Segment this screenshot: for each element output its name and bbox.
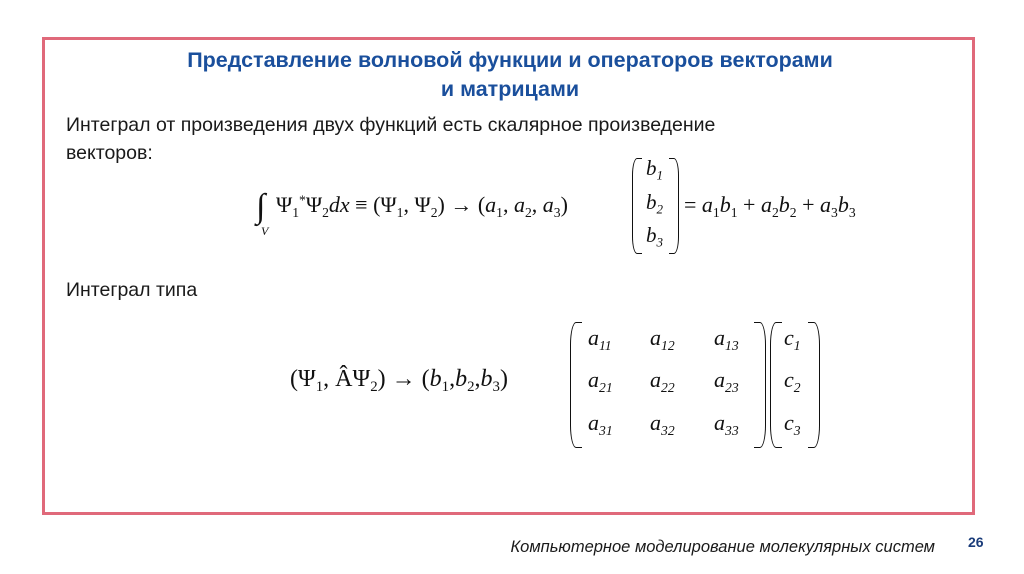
column-vector-entry: $b_2$ <box>646 190 664 217</box>
c-vector-entry: $c_3$ <box>784 410 801 438</box>
matrix-left-paren <box>570 322 582 448</box>
matrix-element: $a_{22}$ <box>650 367 675 395</box>
equation1-lhs: $\Psi_1^*\Psi_2dx \equiv (\Psi_1$, $\Psi_2) \to (a_1$, $a_2$, $a_3$) <box>276 192 568 220</box>
column-vector-right-paren <box>669 158 679 254</box>
slide-title <box>60 46 960 104</box>
matrix-element: $a_{32}$ <box>650 410 675 438</box>
equation2-lhs: ($\Psi_1$, $Â\Psi_2) \to (b_1,b_2,b_3)$ <box>290 366 508 396</box>
column-vector-entry: $b_3$ <box>646 223 664 250</box>
title-line-1: Представление волновой функции и операторов векторами <box>187 48 833 72</box>
title-line-2: и матрицами <box>440 77 580 101</box>
matrix-element: $a_{33}$ <box>714 410 739 438</box>
page-number: 26 <box>968 534 984 550</box>
matrix-element: $a_{12}$ <box>650 325 675 353</box>
column-vector-entry: $b_1$ <box>646 156 664 183</box>
equation1-rhs: = $a_1b_1 + a_2b_2 + a_3b_3$ <box>684 192 856 220</box>
integral-type-label: Интеграл типа <box>66 279 198 301</box>
matrix-element: $a_{21}$ <box>588 367 613 395</box>
integral-domain: V <box>261 224 269 238</box>
footer-caption: Компьютерное моделирование молекулярных систем <box>510 538 935 556</box>
matrix-element: $a_{11}$ <box>588 325 612 353</box>
intro-text-line-2: векторов: <box>66 142 153 164</box>
matrix-right-paren <box>754 322 766 448</box>
c-vector-entry: $c_2$ <box>784 367 801 395</box>
c-vector-right-paren <box>808 322 820 448</box>
c-vector-entry: $c_1$ <box>784 325 801 353</box>
integral-sign: ∫ <box>256 188 266 225</box>
matrix-element: $a_{31}$ <box>588 410 613 438</box>
matrix-element: $a_{23}$ <box>714 367 739 395</box>
intro-text-line-1: Интеграл от произведения двух функций есть скалярное произведение <box>66 114 716 136</box>
matrix-element: $a_{13}$ <box>714 325 739 353</box>
column-vector-left-paren <box>632 158 642 254</box>
c-vector-left-paren <box>770 322 782 448</box>
